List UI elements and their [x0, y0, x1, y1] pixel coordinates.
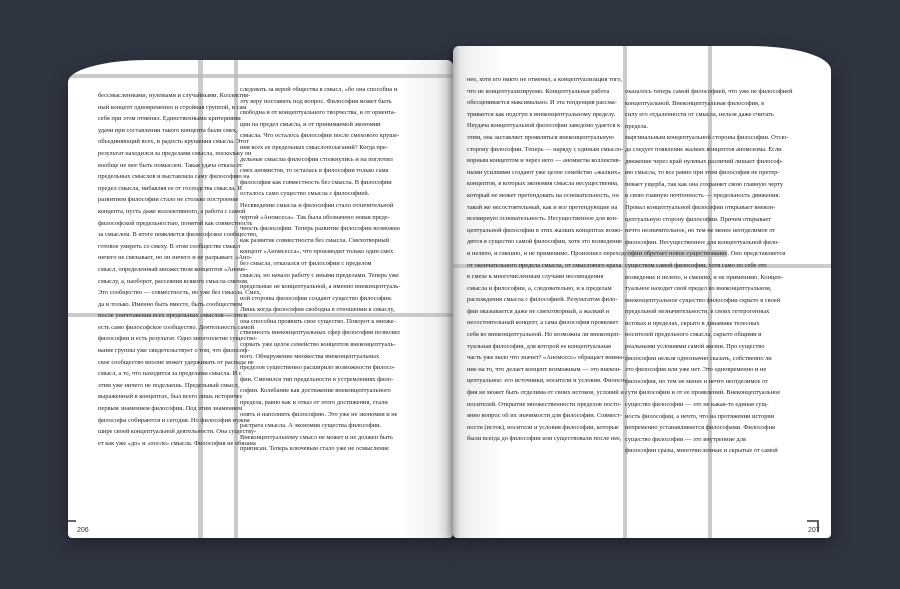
text-line: философии. Несущественное для концептуальной фило-	[625, 238, 780, 246]
text-line: философы собираются и сегодня. Но философия нужна	[98, 416, 250, 424]
text-line: философии нельзя однозначно сказать, собственно ли	[625, 354, 772, 362]
text-line: туальная философия, для которой ее концептуальная	[467, 342, 611, 350]
text-line: себя во внеконцептуальной. Но возможна ли внеконцеп-	[467, 331, 621, 339]
text-line: предела.	[625, 122, 649, 130]
text-line: опять и наполнить философию. Это уже не экономия и не	[240, 410, 398, 418]
text-line: в смехе к многочисленным случаям несовпадения	[467, 273, 604, 281]
text-line: чертой «Аномсеса». Так была обозначено новая преде-	[240, 213, 390, 221]
text-line: результат находился за пределами смысла, поскольку он	[98, 149, 252, 157]
text-line: Внеконцептуальному смысл не может и не должен быть	[240, 433, 393, 441]
text-line: предел смысла, нибавляя ее от господства смысла. И	[98, 184, 242, 192]
text-line: концептов, в которых экономия смысла несущественна,	[467, 180, 619, 188]
text-line: шире своей концептуальной деятельности. Она существу-	[98, 428, 257, 436]
text-line: удачи при составлении такого концепта были смех,	[98, 126, 238, 134]
text-line: и нелепо, и смешно, и не применимо. Произошел переход	[467, 249, 625, 257]
text-line: предельные не концептуальной, а именно внеконцептуаль-	[240, 283, 401, 291]
text-line: Неудача концептуальной философии заведомо удается к	[467, 122, 621, 130]
text-line: ию смысла, то все равно при этом философия не претер-	[625, 169, 780, 177]
text-line: непременно устанавливается философами. Философия	[625, 424, 775, 432]
text-line: всемирную основательность. Несущественное для кон-	[467, 215, 619, 223]
text-line: следовать за верой общества в смысл, «бо она способна и	[240, 86, 398, 93]
text-line: ный концепт одновременно и стройная группой, и сам	[98, 103, 247, 111]
text-line: ного. Обнаружение множества внеконцептуальных	[240, 352, 380, 360]
text-line: нее, хотя его никто не отменял, а концептуализация того,	[467, 76, 623, 83]
text-line: существо философии — это не какая-то единая сущ-	[625, 401, 769, 409]
text-line: существом самой философии, хотя само по себе это	[625, 261, 767, 269]
text-line: ское сообщество вполне может удерживать от распада не	[98, 358, 254, 366]
layout-guide-horizontal	[68, 74, 453, 78]
text-line: цептуальной философии в этих жалких концептах возво-	[467, 226, 623, 234]
text-line: что не концептуализируемо. Концептуальная работа	[467, 87, 610, 95]
text-line: как развитие совместности без смысла. Смехотворный	[240, 236, 390, 244]
text-line: смысла и философии, а, следовательно, и к пределам	[467, 284, 612, 292]
highlighted-phrase: софии обретает новое существование	[625, 250, 728, 258]
right-column-b	[625, 86, 793, 457]
text-line: смех аномистов, то осталась в философии только сама	[240, 167, 389, 175]
text-line: носителей предельного смысла, скрыто общими и	[625, 331, 762, 339]
text-line: были всегда до философии или существовали после нее,	[467, 435, 622, 443]
text-line: смысл, определенный множеством концептов «Аноме-	[98, 265, 248, 273]
text-line: ние на то, что делает концепт возможным — это внекон-	[467, 365, 622, 373]
left-column-b	[240, 84, 400, 455]
text-line: цептуальную сторону философии. Причем открывает	[625, 215, 771, 223]
text-line: существо философии — это внутренние для	[625, 435, 746, 443]
text-line: после уничтожения всех предельных смыслов — это и	[98, 312, 247, 320]
text-line: предела, равно как и отказ от этого достижения, стали	[240, 399, 388, 407]
text-line: ственность внеконцептуальных сфер философии позволил	[240, 329, 400, 337]
text-line: расхождения смысла с философией. Результатом фило-	[467, 296, 618, 304]
text-line: бессмысленными, нулевыми и случайными. Коллектив-	[98, 92, 251, 99]
text-line: обесценивается максимально. И эта тенденция рассма-	[467, 99, 617, 107]
text-line: Несвведение смысла и философии стало отличительной	[240, 201, 394, 209]
text-line: ет как уже «до» и «после» смысла. Философия не обязана	[98, 439, 256, 447]
text-line: от окончательного предела смысла, от смыслового краха	[467, 261, 622, 269]
text-line: певает ущерба, так как она сохраняет свою главную черту	[625, 180, 784, 188]
text-line: возведение и нелепо, и смешно, и не применимо. Концеп-	[625, 273, 783, 281]
text-line: Лишь когда философия свободна в отношении к смыслу,	[240, 306, 395, 314]
text-line: эту веру поставить под вопрос. Философия может быть	[240, 97, 392, 105]
text-line: философия как совместность без смысла. В философии	[240, 178, 392, 186]
text-line: оказалось теперь самой философией, что уже не философией	[625, 88, 793, 95]
text-line: маргинальным концептуальной стороны философии. Отсю-	[625, 134, 789, 142]
text-line: и свою главную почтенность — предельность движения.	[625, 192, 781, 200]
text-line: да и только. Именно быть вместе, быть сообществом	[98, 300, 243, 308]
text-line: тривается как подступ к внеконцептуальному пределу.	[467, 110, 616, 118]
text-line: вообще не мог быть помыслен. Такая удача отказа от	[98, 161, 243, 169]
text-line: ничего не связывает, но он ничего и не разрывает. «Ано-	[98, 254, 252, 262]
text-line: объединяющий всех, и радость крушения смысла. Этот	[98, 138, 249, 146]
text-line: ности (исток), носители и условия философии, которые	[467, 423, 619, 431]
text-line: софии. Колебание как достижение внеконцептуального	[240, 387, 391, 395]
text-line: пределов существенно расширило возможности филосо-	[240, 364, 395, 372]
page-number-left: 206	[77, 527, 89, 534]
text-line: ность философии, а нечто, что на протяжении истории	[625, 412, 775, 420]
text-line: это философия или уже нет. Это одновременно и не	[625, 366, 767, 374]
text-line: концепт «Аномсесса», что производит только один смех	[240, 248, 394, 256]
text-line: сути философии и от ее проявлений. Внеконцептуальное	[625, 389, 781, 397]
text-line: есть само философское сообщество. Деятельность самой	[98, 323, 254, 331]
page-number-right: 207	[808, 527, 820, 534]
text-line: фии. Сменился тип предельности в устремлениях фило-	[240, 375, 394, 383]
text-line: часть уже мало что значит? «Аномсесс» обращает внима-	[467, 354, 625, 362]
corner-mark	[68, 520, 76, 532]
left-column-a	[98, 90, 261, 449]
text-line: ворным концептом и через него — аномисты коллектив-	[467, 157, 621, 165]
text-line: ной стороны философии создают существо философии.	[240, 294, 393, 302]
text-line: фии оказывается даже не смехотворный, а жалкий и	[467, 307, 610, 315]
text-line: смысл, а то, что находится за пределами смысла. И с	[98, 370, 242, 378]
text-line: который не может претендовать на основательность, он	[467, 191, 619, 199]
text-line: развитием философии стало не столько построение	[98, 196, 239, 204]
text-line: смысла, но начало работу с иными пределами. Теперь уже	[240, 271, 399, 279]
text-line: истоках и пределах, скрыто в динамике телесных	[625, 319, 760, 327]
text-line: внеконцептуальное существо философии скрыто в своей	[625, 296, 781, 304]
text-line: без смысла, отказался от философии с пределом	[240, 259, 372, 267]
text-line: ции на предел смысла, и от принимаемой экономии	[240, 120, 381, 128]
text-line: софии обретает новое существование. Оно представляется	[625, 250, 786, 258]
text-line: дельные смыслы философии столкнулись и на поглотил	[240, 155, 393, 163]
text-line: ными усилиями создают уже целое семейство «жалких»	[467, 168, 621, 176]
text-line: за смыслом. В итоге появляется философское сообщество,	[98, 231, 258, 239]
text-line: фия не может быть отделима от своих истоков, условий и	[467, 389, 624, 397]
text-line: смыслу, а, наоборот, рассеяния всякого смысла смехом.	[98, 277, 249, 285]
text-line: чность философии. Теперь развитие философии возможно	[240, 225, 400, 233]
text-line: да следует появление жалких концептов аномсизма. Если	[625, 145, 782, 153]
text-line: свободна и от концептуального творчества, и от ориента-	[240, 109, 396, 117]
text-line: сторону философии. Теперь — наряду с единым смысло-	[467, 145, 624, 153]
text-line: этим, она заставляет проявляться внеконцептуальную	[467, 133, 614, 141]
text-line: концептуальной. Внеконцептуальная философия, в	[625, 99, 765, 107]
text-line: предельной незначительности, в своих гетерогенных	[625, 308, 770, 316]
right-column-a	[467, 74, 626, 445]
text-line: предельных смыслов и выставляла саму философию на	[98, 173, 250, 181]
text-line: этим уже ничего не поделаешь. Предельный смысл,	[98, 381, 240, 389]
text-line: носителей. Открытие множественности пределов посто-	[467, 400, 622, 408]
right-page	[453, 46, 831, 538]
text-line: реальными условиями самой жизни. Про существо	[625, 343, 765, 351]
text-line: философии сразы, многочисленные и скрытые от самой	[625, 447, 778, 455]
text-line: цептуальное: его источники, носители и условия. Филосо-	[467, 377, 627, 385]
text-line: она способна проявить свое существо. Поворот к множе-	[240, 317, 396, 325]
text-line: первым знамением философии. Под этим знамением	[98, 405, 243, 413]
text-line: осталось само существо смысла с философией.	[240, 190, 370, 198]
text-line: философия, но тем не менее и нечто неотделимое от	[625, 377, 768, 385]
text-line: движение через край нулевых различий лишает философ-	[625, 157, 783, 165]
text-line: смысла. Что осталось философии после смехового круше-	[240, 132, 400, 140]
text-line: Это сообщество — совместность, но уже без смысла. Смех,	[98, 289, 261, 297]
text-line: янно вопрос об их значимости для философии. Совмест-	[467, 412, 623, 420]
text-line: растрата смысла. А экономия существа философии.	[240, 422, 382, 430]
text-line: туальное находит свой предел во внеконцептуальном,	[625, 285, 772, 293]
text-line: силу его отдаленности от смысла, нельзя даже считать	[625, 111, 774, 119]
text-line: несостоятельный концепт, а сама философия проявляет	[467, 319, 619, 327]
text-line: концепта, пусть даже коллективного, а работа с самой	[98, 207, 246, 215]
text-line: выраженный в концептах, был всего лишь историчес	[98, 393, 243, 401]
text-line: ния всех ее предельных смыслополаганий? Когда пре-	[240, 143, 388, 151]
text-line: Провал концептуальной философии открывает внекон-	[625, 203, 776, 211]
text-line: нечто незначительное, но тем не менее неотделимое от	[625, 227, 776, 235]
text-line: вание группы уже свидетельствует о том, что философ-	[98, 347, 250, 355]
text-line: такой же несостоятельный, как и все претендующие на	[467, 203, 618, 211]
text-line: готовое умереть со смеху. В этом сообществе смысл	[98, 242, 241, 250]
text-line: себя при этом отменял. Единственными критериями	[98, 115, 241, 123]
left-page	[68, 60, 453, 538]
text-line: приписан. Теперь ключевым стало уже не осмысление	[240, 445, 389, 453]
text-line: сорвать уже целое семейство концептов внеконцептуаль-	[240, 341, 396, 349]
text-line: дится в существо самой философии, хотя это возведение	[467, 238, 622, 246]
text-line: философской предельностью, понятой как совместность	[98, 219, 253, 227]
text-line: философии и есть результат. Одно многоплетие существо-	[98, 335, 258, 343]
